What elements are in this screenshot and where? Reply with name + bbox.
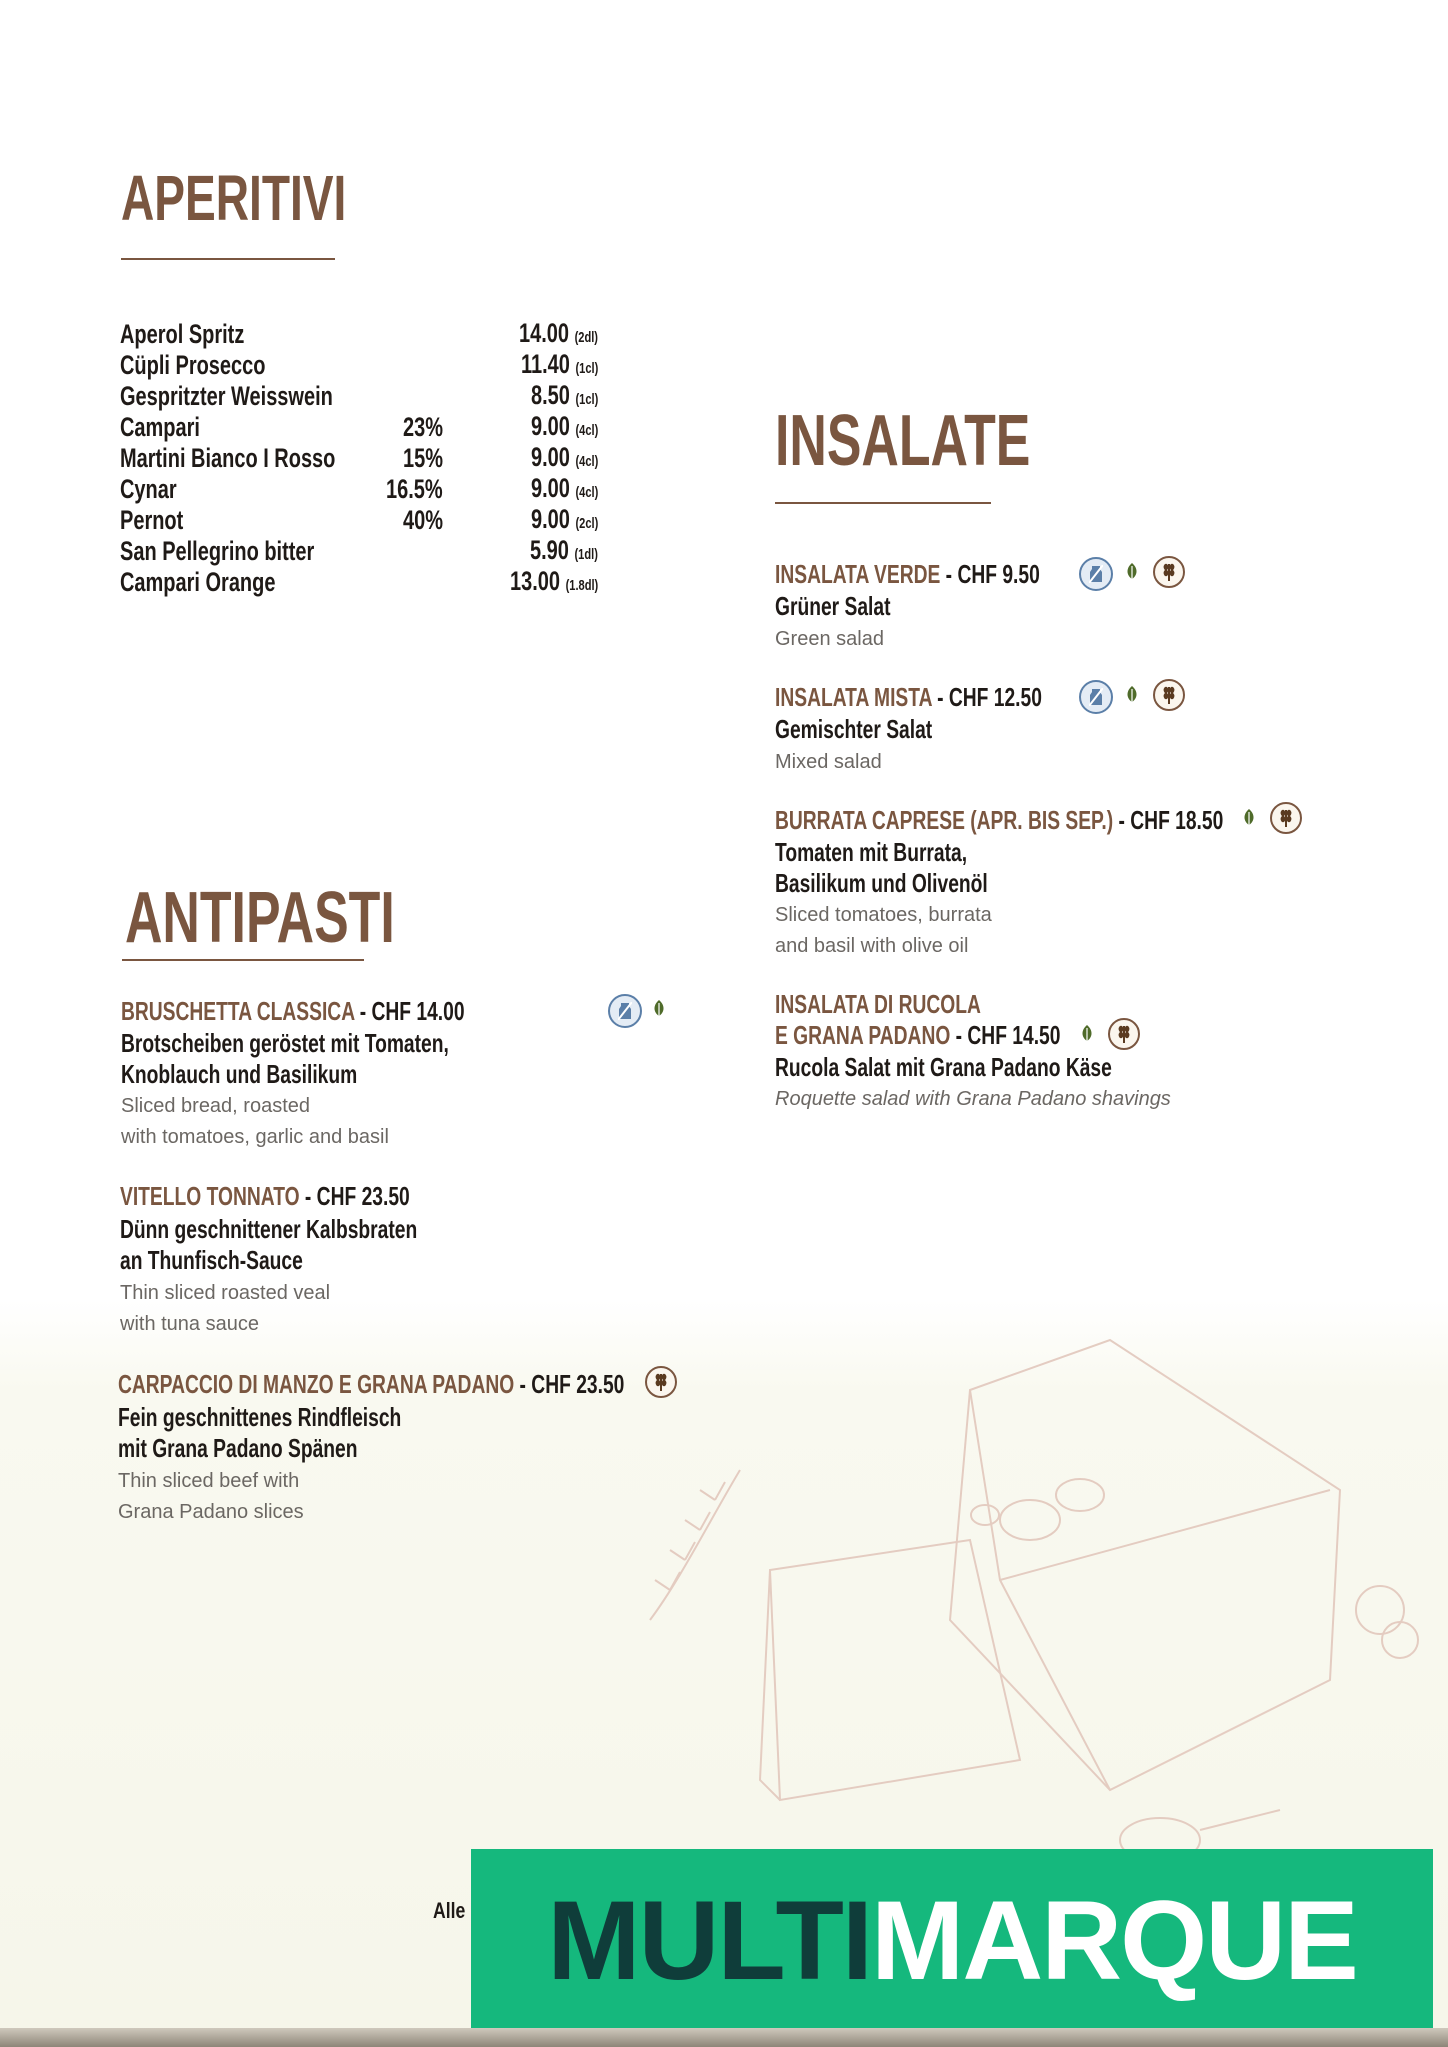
gluten-free-icon — [1153, 679, 1185, 711]
dish-description-de: Grüner Salat — [775, 591, 891, 621]
drink-price: 9.00 (4cl) — [530, 473, 598, 503]
drink-price: 9.00 (4cl) — [530, 442, 598, 472]
dish-description-de: Brotscheiben geröstet mit Tomaten, — [121, 1028, 449, 1058]
drink-name: Pernot — [120, 505, 184, 535]
antipasti-heading: ANTIPASTI — [125, 878, 395, 958]
drink-name: Cüpli Prosecco — [120, 350, 266, 380]
drink-name: Gespritzter Weisswein — [120, 381, 333, 411]
dish-title: CARPACCIO DI MANZO E GRANA PADANO - CHF 23.50 — [118, 1369, 625, 1399]
footer-note: Alle — [433, 1898, 466, 1923]
drink-abv: 15% — [403, 443, 443, 473]
dish-title: INSALATA VERDE - CHF 9.50 — [775, 559, 1040, 589]
drink-price: 5.90 (1dl) — [530, 535, 598, 565]
dish-title: E GRANA PADANO - CHF 14.50 — [775, 1020, 1061, 1050]
drink-name: Campari Orange — [120, 567, 276, 597]
gluten-free-icon — [1270, 802, 1302, 834]
lactose-free-icon — [1079, 557, 1113, 591]
drink-name: San Pellegrino bitter — [120, 536, 315, 566]
dish-title: BURRATA CAPRESE (APR. BIS SEP.) - CHF 18.50 — [775, 805, 1224, 835]
dish-description-de: mit Grana Padano Spänen — [118, 1433, 358, 1463]
antipasti-underline — [122, 959, 364, 961]
watermark-text-dark: MULTI — [547, 1878, 872, 2003]
dish-description-de: Basilikum und Olivenöl — [775, 868, 988, 898]
dish-description-en: Thin sliced roasted veal — [120, 1282, 331, 1304]
dish-description-de: Gemischter Salat — [775, 714, 933, 744]
drink-price: 8.50 (1cl) — [530, 380, 598, 410]
dish-description-de: Fein geschnittenes Rindfleisch — [118, 1402, 402, 1432]
drink-price: 9.00 (2cl) — [530, 504, 598, 534]
vegetarian-leaf-icon — [1123, 684, 1141, 706]
vegetarian-leaf-icon — [1078, 1023, 1096, 1045]
insalate-heading: INSALATE — [775, 401, 1031, 481]
gluten-free-icon — [1153, 556, 1185, 588]
dish-description-en: Thin sliced beef with — [118, 1470, 300, 1492]
drink-price: 9.00 (4cl) — [530, 411, 598, 441]
dish-description-en: Roquette salad with Grana Padano shavings — [775, 1088, 1171, 1110]
drink-name: Martini Bianco I Rosso — [120, 443, 336, 473]
dish-title: INSALATA DI RUCOLA — [775, 989, 981, 1019]
vegetarian-leaf-icon — [1240, 807, 1258, 829]
dish-description-en: and basil with olive oil — [775, 935, 969, 957]
dish-description-de: Rucola Salat mit Grana Padano Käse — [775, 1052, 1112, 1082]
drink-abv: 23% — [403, 412, 443, 442]
dish-description-en: Sliced bread, roasted — [121, 1095, 311, 1117]
drink-price: 11.40 (1cl) — [520, 349, 598, 379]
table-edge — [0, 2028, 1448, 2047]
gluten-free-icon — [1108, 1018, 1140, 1050]
dish-description-en: with tomatoes, garlic and basil — [121, 1126, 389, 1148]
dish-description-en: Grana Padano slices — [118, 1501, 304, 1523]
dish-title: INSALATA MISTA - CHF 12.50 — [775, 682, 1042, 712]
drink-name: Aperol Spritz — [120, 319, 245, 349]
aperitivi-heading: APERITIVI — [121, 162, 347, 234]
dish-title: VITELLO TONNATO - CHF 23.50 — [120, 1181, 410, 1211]
dish-description-de: Knoblauch und Basilikum — [121, 1059, 358, 1089]
drink-abv: 40% — [403, 505, 443, 535]
drink-name: Cynar — [120, 474, 177, 504]
gluten-free-icon — [645, 1366, 677, 1398]
lactose-free-icon — [1079, 680, 1113, 714]
insalate-underline — [775, 502, 991, 504]
watermark-text-light: MARQUE — [871, 1878, 1357, 2003]
dish-description-en: with tuna sauce — [120, 1313, 259, 1335]
dish-description-de: an Thunfisch-Sauce — [120, 1245, 303, 1275]
dish-description-de: Tomaten mit Burrata, — [775, 837, 968, 867]
drink-price: 13.00 (1.8dl) — [509, 566, 598, 596]
vegetarian-leaf-icon — [1123, 561, 1141, 583]
lactose-free-icon — [608, 994, 642, 1028]
drink-abv: 16.5% — [386, 474, 443, 504]
dish-description-en: Sliced tomatoes, burrata — [775, 904, 992, 926]
drink-price: 14.00 (2dl) — [518, 318, 598, 348]
food-sketch-illustration — [640, 1320, 1420, 1880]
vegetarian-leaf-icon — [650, 998, 668, 1020]
multimarque-watermark — [471, 1849, 1433, 2033]
dish-description-en: Green salad — [775, 628, 884, 650]
dish-description-de: Dünn geschnittener Kalbsbraten — [120, 1214, 418, 1244]
aperitivi-underline — [121, 258, 335, 260]
dish-title: BRUSCHETTA CLASSICA - CHF 14.00 — [121, 996, 465, 1026]
dish-description-en: Mixed salad — [775, 751, 882, 773]
drink-name: Campari — [120, 412, 200, 442]
